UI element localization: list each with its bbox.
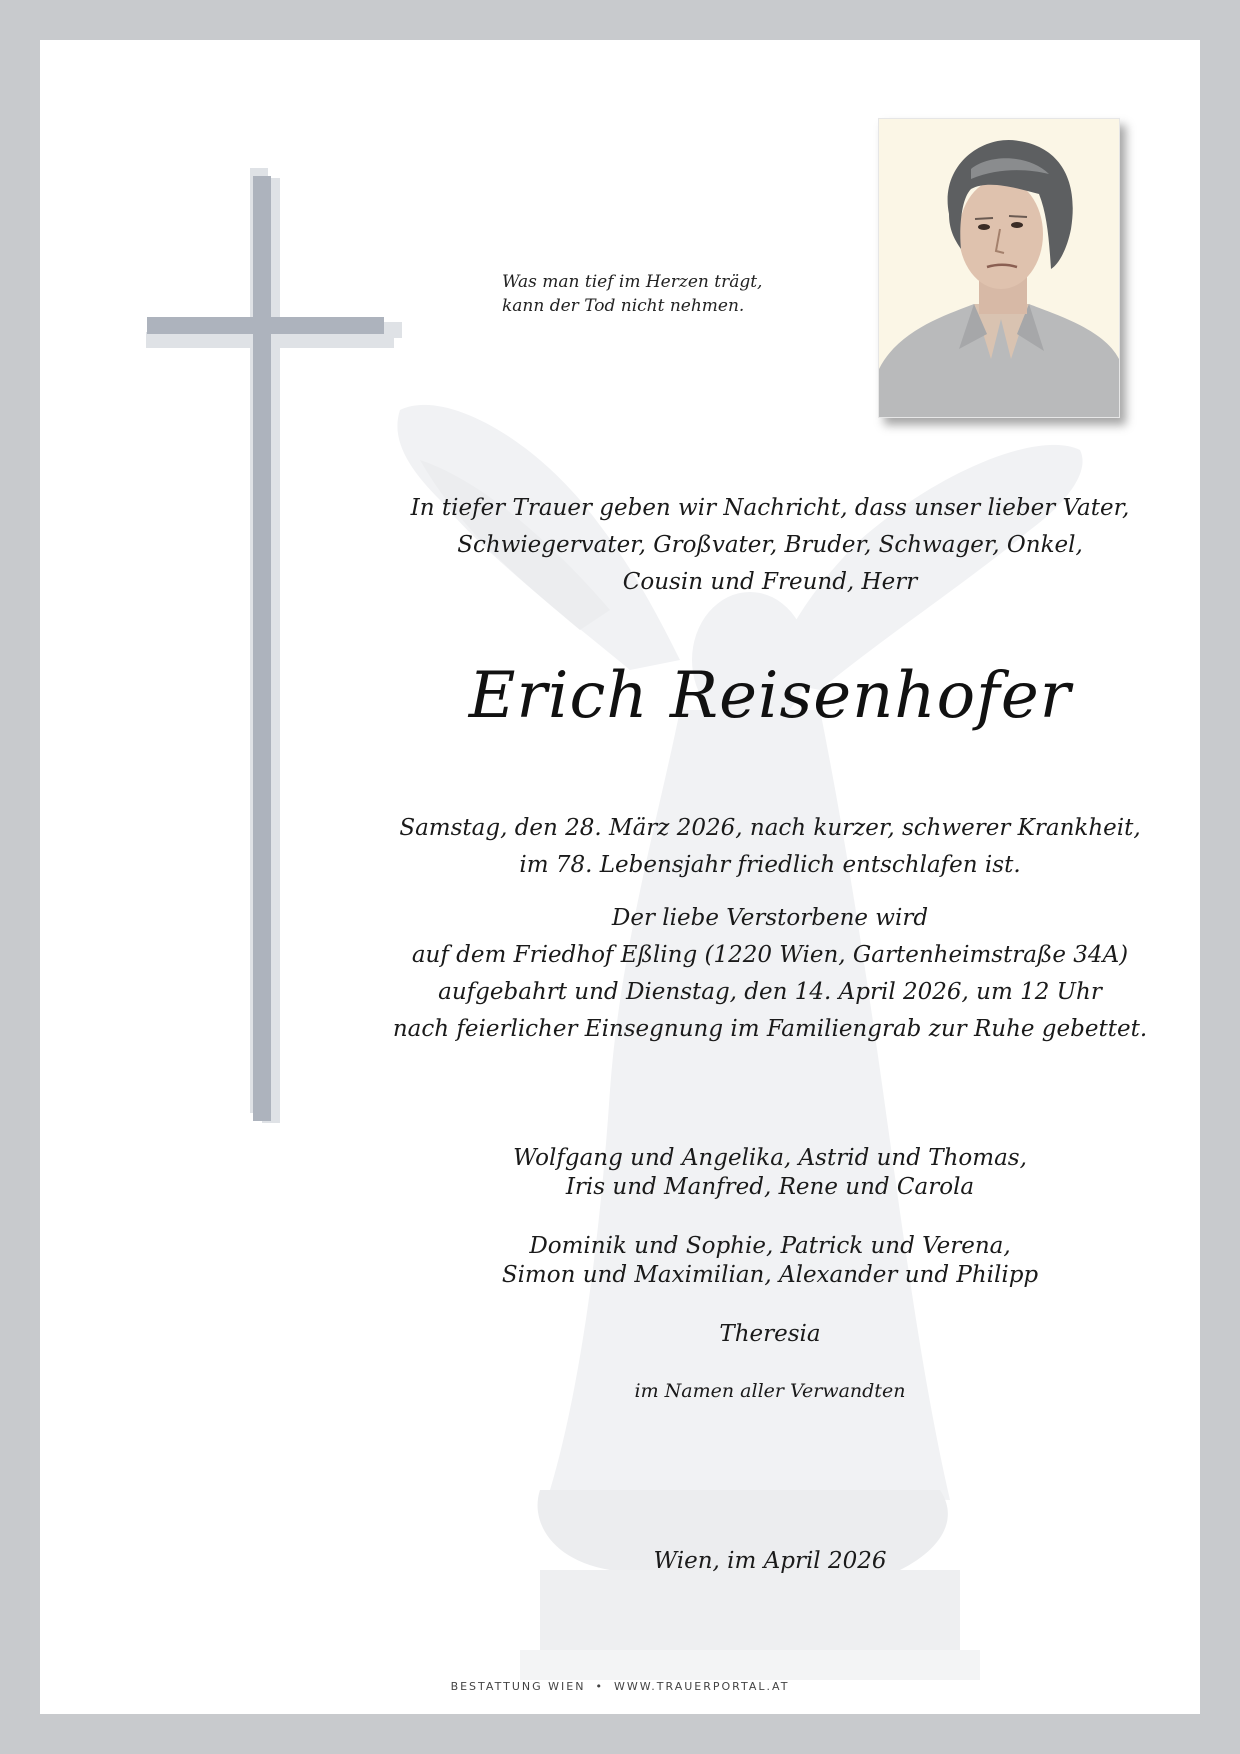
portrait-photo — [878, 118, 1120, 418]
deceased-name: Erich Reisenhofer — [468, 659, 1072, 733]
relatives-note: im Namen aller Verwandten — [634, 1380, 906, 1402]
footer-separator: • — [595, 1680, 604, 1693]
intro-line-2: Schwiegervater, Großvater, Bruder, Schwager, Onkel, — [457, 532, 1083, 558]
footer-company: BESTATTUNG WIEN — [450, 1680, 586, 1693]
quote-line-1: Was man tief im Herzen trägt, — [502, 272, 763, 292]
funeral-line-4: nach feierlicher Einsegnung im Familiengrab zur Ruhe gebettet. — [392, 1016, 1148, 1042]
intro-text — [340, 490, 1200, 601]
mourners-group-2 — [340, 1232, 1200, 1290]
mourners-line: Wolfgang und Angelika, Astrid und Thomas, — [513, 1145, 1027, 1171]
funeral-line-2: auf dem Friedhof Eßling (1220 Wien, Gartenheimstraße 34A) — [411, 942, 1129, 968]
funeral-info — [340, 900, 1200, 1048]
mourners-line: Simon und Maximilian, Alexander und Philipp — [501, 1262, 1039, 1288]
memorial-quote — [502, 270, 822, 318]
funeral-line-3: aufgebahrt und Dienstag, den 14. April 2026, um 12 Uhr — [438, 979, 1102, 1005]
obituary-page — [40, 40, 1200, 1714]
death-notice-line-2: im 78. Lebensjahr friedlich entschlafen ist. — [519, 852, 1021, 878]
portrait-photo-icon — [879, 119, 1119, 417]
mourners-line: Dominik und Sophie, Patrick und Verena, — [529, 1233, 1011, 1259]
mourners-line: Iris und Manfred, Rene und Carola — [565, 1174, 975, 1200]
funeral-line-1: Der liebe Verstorbene wird — [611, 905, 929, 931]
cross-horizontal-bar — [147, 317, 384, 334]
death-notice — [340, 810, 1200, 884]
footer — [40, 1680, 1200, 1693]
mourners-group-3: Theresia — [719, 1321, 821, 1347]
quote-line-2: kann der Tod nicht nehmen. — [502, 296, 745, 316]
footer-website-link[interactable]: WWW.TRAUERPORTAL.AT — [613, 1680, 790, 1693]
place-date: Wien, im April 2026 — [653, 1548, 887, 1574]
mourners-group-1 — [340, 1144, 1200, 1202]
death-notice-line-1: Samstag, den 28. März 2026, nach kurzer, schwerer Krankheit, — [399, 815, 1141, 841]
intro-line-3: Cousin und Freund, Herr — [622, 569, 918, 595]
intro-line-1: In tiefer Trauer geben wir Nachricht, dass unser lieber Vater, — [410, 495, 1130, 521]
